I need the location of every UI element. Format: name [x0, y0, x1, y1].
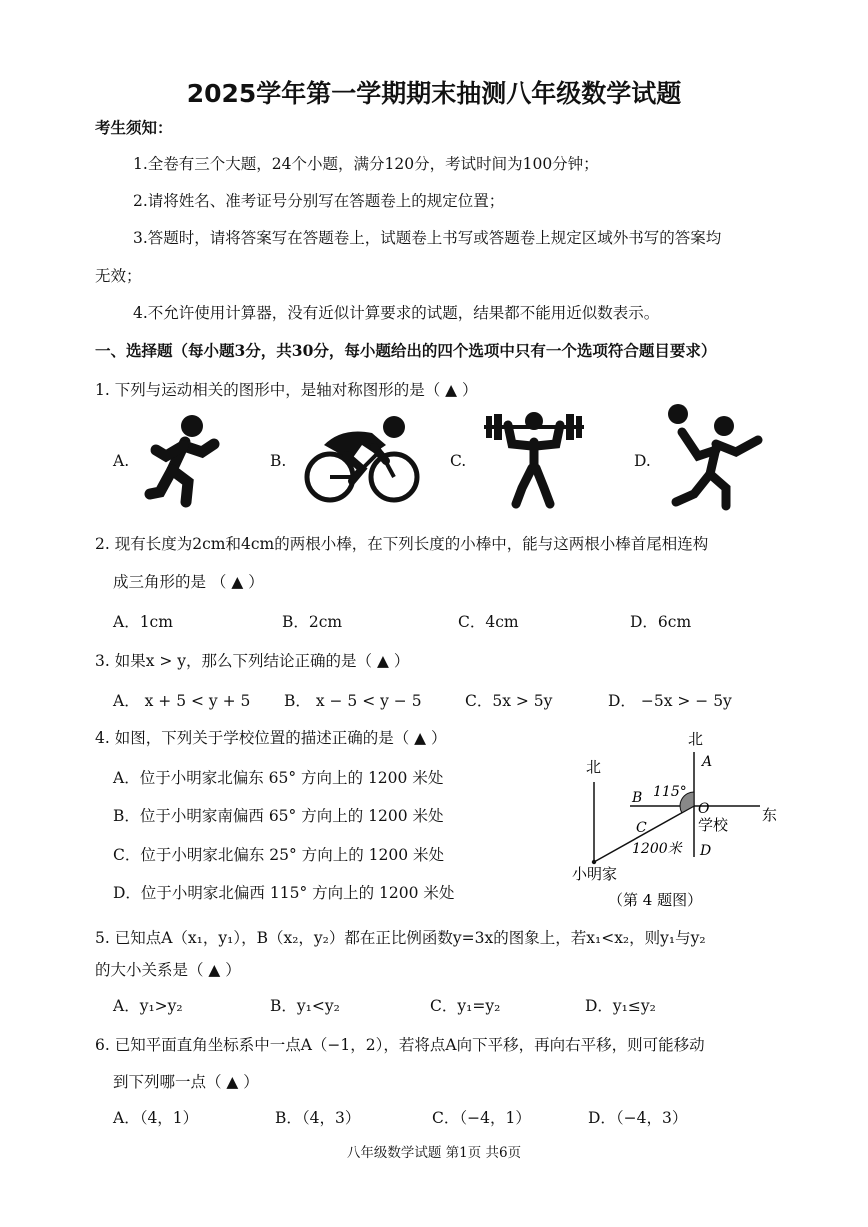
- home-point: [592, 860, 596, 864]
- north-label-left: 北: [586, 758, 602, 776]
- option: C．4cm: [458, 613, 519, 631]
- page-footer: 八年级数学试题 第1页 共6页: [346, 1145, 522, 1161]
- angle-label: 115°: [653, 784, 687, 800]
- point-O-label: O: [698, 801, 710, 817]
- option: B． x − 5 < y − 5: [284, 692, 422, 710]
- point-A-label: A: [702, 754, 713, 770]
- option: A． x + 5 < y + 5: [113, 692, 251, 710]
- school-label: 学校: [698, 816, 729, 834]
- option-label: D.: [634, 452, 651, 470]
- notice-item: 2.请将姓名、准考证号分别写在答题卷上的规定位置；: [133, 192, 505, 210]
- question-2-stem-cont: 成三角形的是 （ ▲ ）: [113, 573, 264, 591]
- cyclist-icon: [302, 415, 422, 507]
- distance-label: 1200米: [632, 841, 682, 857]
- option: D． −5x > − 5y: [608, 692, 732, 710]
- notice-item: 无效；: [95, 267, 142, 285]
- notice-item: 1.全卷有三个大题，24个小题，满分120分，考试时间为100分钟；: [133, 155, 599, 173]
- direction-diagram: [560, 722, 800, 918]
- option: B．位于小明家南偏西 65° 方向上的 1200 米处: [113, 807, 444, 825]
- option-label: C.: [450, 452, 467, 470]
- option: A．（4，1）: [113, 1109, 199, 1127]
- question-6-stem: 6. 已知平面直角坐标系中一点A（−1，2），若将点A向下平移，再向右平移，则可能移动: [95, 1036, 705, 1054]
- figure-caption: （第 4 题图）: [608, 891, 703, 909]
- question-3-stem: 3. 如果x > y，那么下列结论正确的是（ ▲ ）: [95, 652, 410, 670]
- question-4-stem: 4. 如图，下列关于学校位置的描述正确的是（ ▲ ）: [95, 729, 447, 747]
- option: A．y₁>y₂: [113, 997, 183, 1015]
- notice-heading: 考生须知：: [95, 118, 173, 137]
- point-D-label: D: [700, 843, 712, 859]
- option: D．6cm: [630, 613, 692, 631]
- question-5-stem-cont: 的大小关系是（ ▲ ）: [95, 961, 241, 979]
- option: B．（4，3）: [275, 1109, 361, 1127]
- weightlifter-icon: [482, 408, 586, 510]
- north-label-right: 北: [688, 730, 704, 748]
- runner-icon: [140, 412, 230, 512]
- option: A．1cm: [113, 613, 173, 631]
- home-label: 小明家: [572, 865, 618, 883]
- option: B．y₁<y₂: [270, 997, 340, 1015]
- option: A．位于小明家北偏东 65° 方向上的 1200 米处: [113, 769, 444, 787]
- question-5-stem: 5. 已知点A（x₁，y₁），B（x₂，y₂）都在正比例函数y=3x的图象上，若x₁<x₂，则y₁与y₂: [95, 929, 706, 947]
- option: D．（−4，3）: [588, 1109, 688, 1127]
- volleyball-player-icon: [664, 402, 770, 514]
- point-C-label: C: [636, 820, 647, 836]
- option: C．y₁=y₂: [430, 997, 501, 1015]
- notice-item: 3.答题时，请将答案写在答题卷上，试题卷上书写或答题卷上规定区域外书写的答案均: [133, 229, 722, 247]
- question-2-stem: 2. 现有长度为2cm和4cm的两根小棒，在下列长度的小棒中，能与这两根小棒首尾相连构: [95, 535, 709, 553]
- option-label: B.: [270, 452, 287, 470]
- page-title: 2025学年第一学期期末抽测八年级数学试题: [186, 79, 682, 108]
- east-label: 东: [762, 806, 778, 824]
- option: D．y₁≤y₂: [585, 997, 656, 1015]
- question-6-stem-cont: 到下列哪一点（ ▲ ）: [113, 1073, 259, 1091]
- question-1-stem: 1. 下列与运动相关的图形中，是轴对称图形的是（ ▲ ）: [95, 381, 478, 399]
- option: C．5x > 5y: [465, 692, 553, 710]
- option: C．位于小明家北偏东 25° 方向上的 1200 米处: [113, 846, 444, 864]
- option-label: A.: [113, 452, 130, 470]
- point-B-label: B: [632, 790, 643, 806]
- option: D．位于小明家北偏西 115° 方向上的 1200 米处: [113, 884, 455, 902]
- section-heading: 一、选择题（每小题3分，共30分，每小题给出的四个选项中只有一个选项符合题目要求）: [95, 341, 717, 360]
- notice-item: 4.不允许使用计算器，没有近似计算要求的试题，结果都不能用近似数表示。: [133, 304, 660, 322]
- option: C．（−4，1）: [432, 1109, 531, 1127]
- option: B．2cm: [282, 613, 343, 631]
